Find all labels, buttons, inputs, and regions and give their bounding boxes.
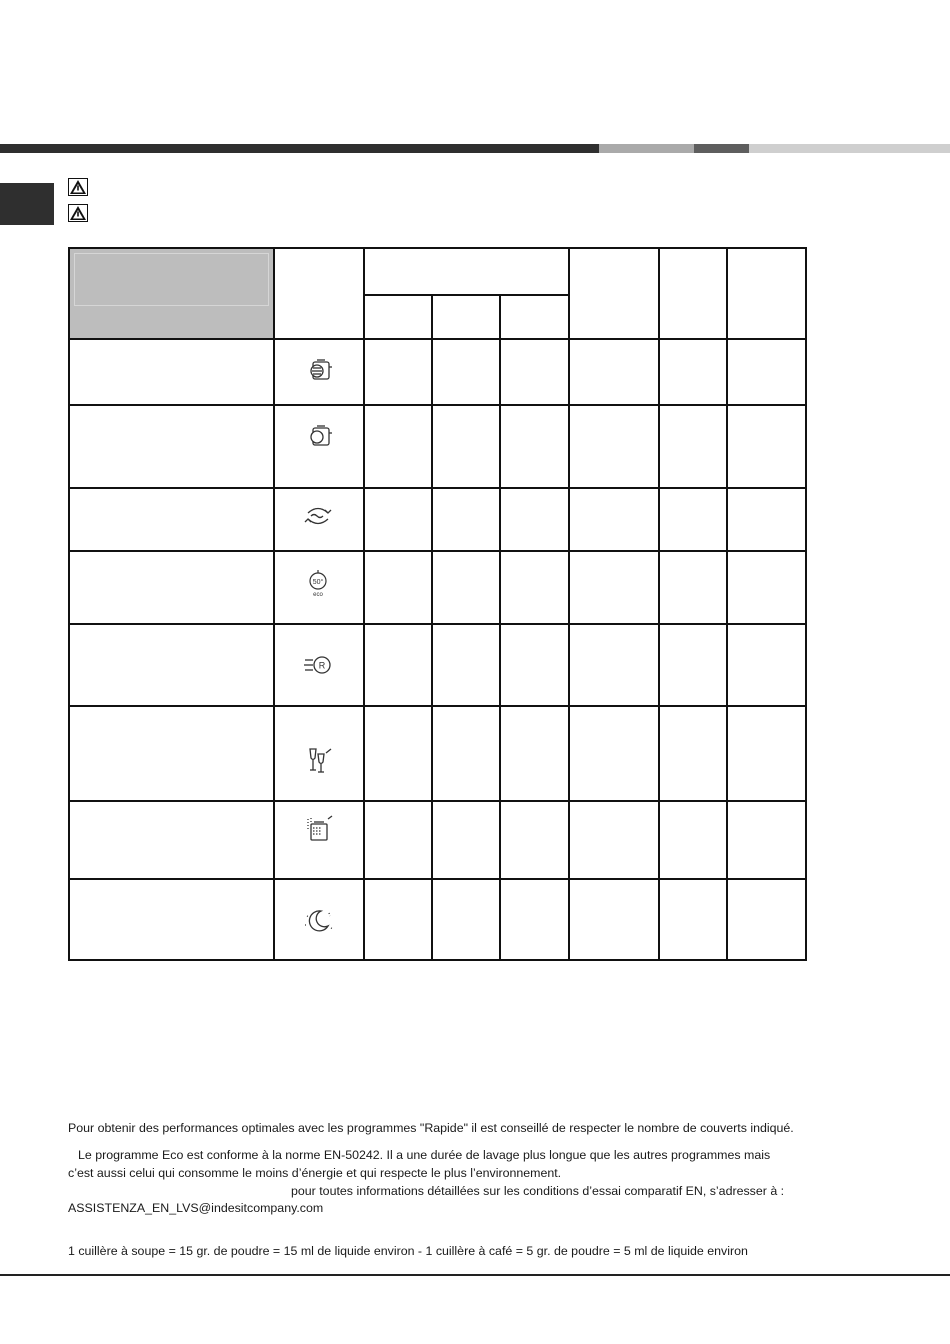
eco-programme-note-line-1: Le programme Eco est conforme à la norme EN-50242. Il a une durée de lavage plus longue que les autres programmes mais [78, 1148, 771, 1162]
warning-triangle-icon [68, 204, 88, 222]
contact-email: ASSISTENZA_EN_LVS@indesitcompany.com [68, 1201, 324, 1215]
table-row-line [68, 800, 807, 802]
table-column-line [658, 247, 660, 961]
table-subcolumn-line [499, 294, 501, 961]
rapid-programme-note: Pour obtenir des performances optimales avec les programmes "Rapide" il est conseillé de respecter le nombre de couverts indiqué. [68, 1121, 794, 1135]
glasses-icon [300, 745, 336, 775]
svg-text:R: R [318, 660, 326, 671]
table-row-line [68, 404, 807, 406]
rinse-cycle-icon [300, 501, 336, 531]
header-bar-light [749, 144, 950, 153]
table-subcolumn-line [431, 294, 433, 961]
header-bar-dark-2 [694, 144, 749, 153]
table-column-line [726, 247, 728, 961]
rapid-icon [300, 650, 336, 680]
language-tab [0, 183, 54, 225]
table-border-left [68, 247, 70, 961]
eco-programme-note-line-2: c’est aussi celui qui consomme le moins d’énergie et qui respecte le plus l’environnement. [68, 1166, 562, 1180]
eco-50-icon [300, 569, 336, 599]
table-group-header-line [363, 294, 570, 296]
measures-note: 1 cuillère à soupe = 15 gr. de poudre = 15 ml de liquide environ - 1 cuillère à café = 5 gr. de poudre = 5 ml de liquide environ [68, 1244, 748, 1258]
contact-note: pour toutes informations détaillées sur les conditions d’essai comparatif EN, s’adresser à : [291, 1184, 785, 1198]
table-column-line [363, 247, 365, 961]
warning-triangle-icon [68, 178, 88, 196]
night-icon [300, 906, 336, 936]
svg-text:eco: eco [313, 592, 323, 598]
header-bar-mid [599, 144, 694, 153]
soak-icon [300, 815, 336, 845]
footer-rule [0, 1274, 950, 1276]
table-row-line [68, 338, 807, 340]
table-row-line [68, 550, 807, 552]
table-column-line [568, 247, 570, 961]
svg-text:50°: 50° [312, 579, 324, 586]
table-border-bottom [68, 959, 807, 961]
table-border-top [68, 247, 807, 249]
table-row-line [68, 705, 807, 707]
table-row-line [68, 623, 807, 625]
table-border-right [805, 247, 807, 961]
table-row-line [68, 487, 807, 489]
table-header-inner-box [74, 253, 269, 306]
heavy-pots-icon [300, 356, 336, 386]
table-row-line [68, 878, 807, 880]
header-bar-dark [0, 144, 599, 153]
pot-icon [300, 422, 336, 452]
table-column-line [273, 247, 275, 961]
